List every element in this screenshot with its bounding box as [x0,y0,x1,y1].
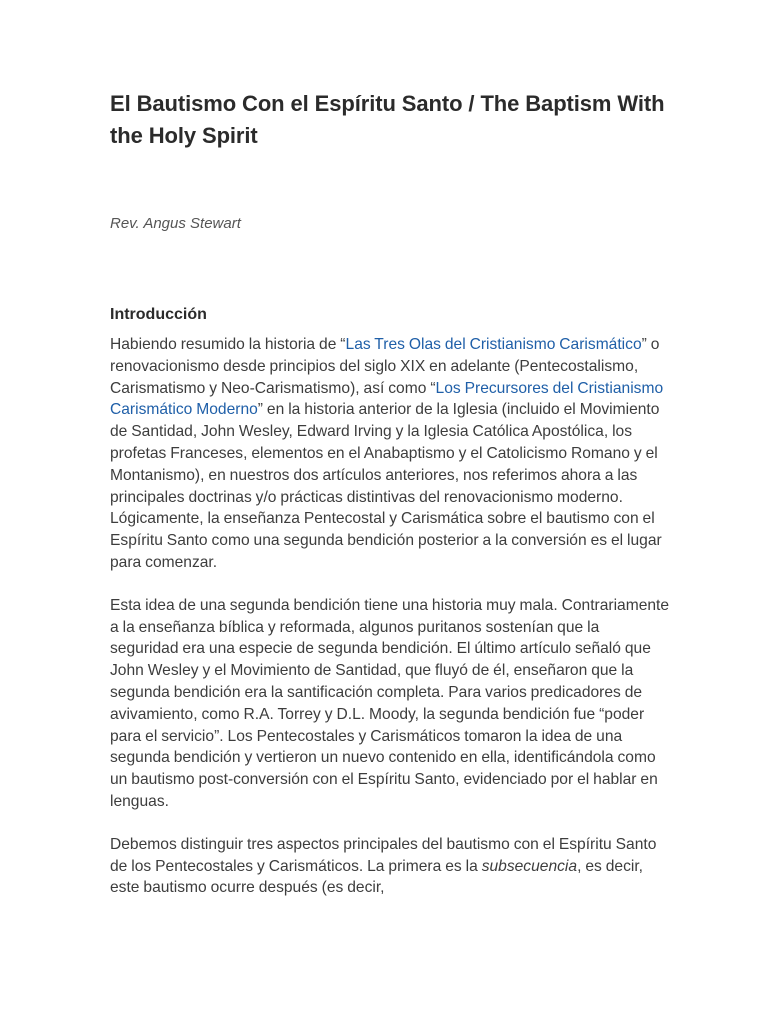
paragraph-text: ” o renovacionismo desde principios del siglo XIX en adelante (Pentecostalismo, Carismatismo y Neo-Carismatismo), así como “ [110,336,660,397]
article-author: Rev. Angus Stewart [110,215,241,232]
paragraph-text: ” en la historia anterior de la Iglesia (incluido el Movimiento de Santidad, John Wesley, Edward Irving y la Iglesia Católica Apostólica, los profetas Franceses, elementos en el Anabaptismo y el Catolicismo Romano y el Montanismo), en nuestros dos artículos anteriores, nos referimos ahora a las principales doctrinas y/o prácticas distintivas del renovacionismo moderno. Lógicamente, la enseñanza Pentecostal y Carismática sobre el bautismo con el Espíritu Santo como una segunda bendición posterior a la conversión es el lugar para comenzar. [110,401,662,571]
emphasis-subsecuencia: subsecuencia [481,857,578,875]
paragraph-3 [110,834,670,899]
article [110,88,670,899]
paragraph-text: Habiendo resumido la historia de “ [110,336,346,353]
link-tres-olas[interactable]: Las Tres Olas del Cristianismo Carismático [345,336,642,353]
section-heading-introduccion: Introducción [110,306,207,323]
article-title: El Bautismo Con el Espíritu Santo / The Baptism With the Holy Spirit [110,91,665,148]
paragraph-text: , es decir, este bautismo ocurre después (es decir, [110,857,644,897]
link-precursores[interactable]: Los Precursores del Cristianismo Carismático Moderno [110,379,664,419]
paragraph-1 [110,334,670,574]
paragraph-2: Esta idea de una segunda bendición tiene una historia muy mala. Contrariamente a la enseñanza bíblica y reformada, algunos puritanos sostenían que la seguridad era una especie de segunda bendición. El último artículo señaló que John Wesley y el Movimiento de Santidad, que fluyó de él, enseñaron que la segunda bendición era la santificación completa. Para varios predicadores de avivamiento, como R.A. Torrey y D.L. Moody, la segunda bendición fue “poder para el servicio”. Los Pentecostales y Carismáticos tomaron la idea de una segunda bendición y vertieron un nuevo contenido en ella, identificándola como un bautismo post-conversión con el Espíritu Santo, evidenciado por el hablar en lenguas. [110,596,670,810]
paragraph-text: Debemos distinguir tres aspectos principales del bautismo con el Espíritu Santo de los Pentecostales y Carismáticos. La primera es la [110,835,657,875]
